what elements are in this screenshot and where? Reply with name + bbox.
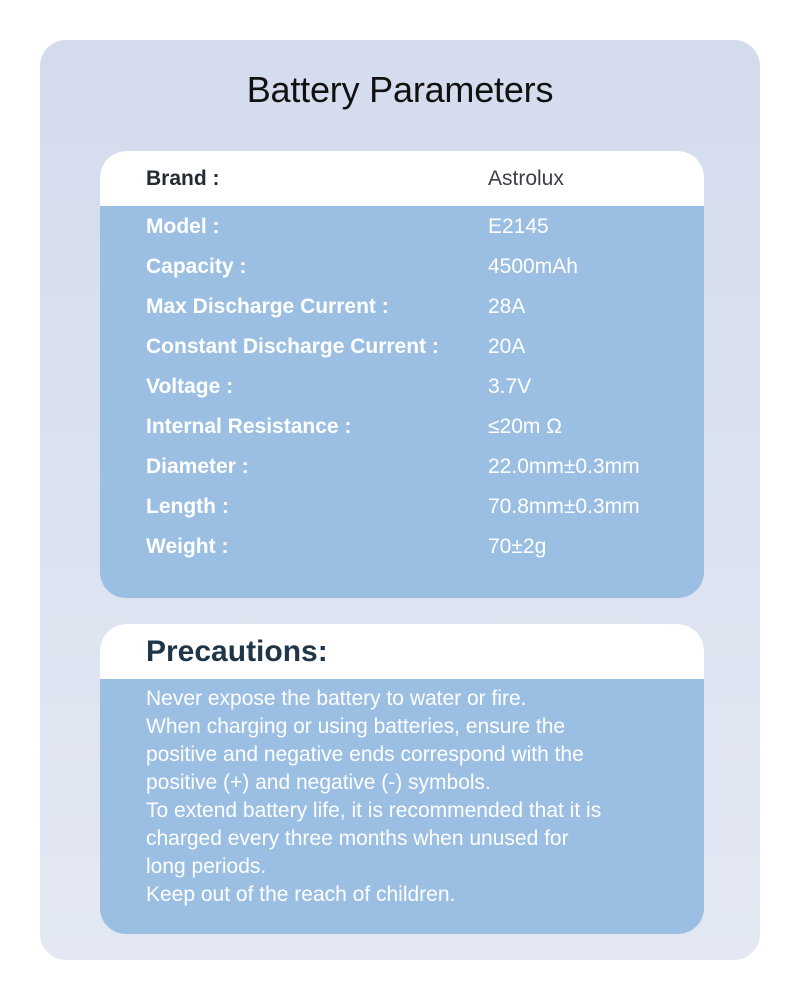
- precaution-line: When charging or using batteries, ensure the: [146, 715, 566, 738]
- precaution-line: To extend battery life, it is recommended that it is: [146, 799, 602, 822]
- param-value: 20A: [488, 335, 526, 358]
- precautions-text: [146, 685, 666, 909]
- parameters-card-header: [100, 151, 704, 206]
- precaution-line: positive (+) and negative (-) symbols.: [146, 771, 491, 794]
- param-row-internal-resistance: [146, 407, 684, 447]
- param-label: Constant Discharge Current :: [146, 335, 439, 358]
- param-value: 22.0mm±0.3mm: [488, 455, 640, 478]
- precaution-line: charged every three months when unused for: [146, 827, 569, 850]
- param-row-voltage: [146, 367, 684, 407]
- param-label: Brand :: [146, 167, 220, 190]
- param-value: 3.7V: [488, 375, 532, 398]
- param-row-length: [146, 487, 684, 527]
- param-row-model: [146, 207, 684, 247]
- param-label: Internal Resistance :: [146, 415, 352, 438]
- param-row-max-discharge: [146, 287, 684, 327]
- precaution-line: long periods.: [146, 855, 267, 878]
- param-value: E2145: [488, 215, 549, 238]
- precautions-card: [100, 624, 704, 934]
- param-value: 70±2g: [488, 535, 547, 558]
- page-title: Battery Parameters: [246, 69, 554, 110]
- parameters-card: [100, 151, 704, 598]
- param-value: 4500mAh: [488, 255, 578, 278]
- precautions-card-header: [100, 624, 704, 679]
- param-label: Voltage :: [146, 375, 234, 398]
- param-row-diameter: [146, 447, 684, 487]
- param-label: Length :: [146, 495, 229, 518]
- precaution-line: Never expose the battery to water or fire.: [146, 687, 527, 710]
- param-label: Diameter :: [146, 455, 249, 478]
- param-value: ≤20m Ω: [488, 415, 562, 438]
- param-value: 70.8mm±0.3mm: [488, 495, 640, 518]
- param-label: Max Discharge Current :: [146, 295, 389, 318]
- param-label: Weight :: [146, 535, 229, 558]
- param-row-brand: [146, 159, 684, 199]
- param-row-weight: [146, 527, 684, 567]
- param-row-capacity: [146, 247, 684, 287]
- param-row-constant-discharge: [146, 327, 684, 367]
- param-label: Capacity :: [146, 255, 247, 278]
- param-value: 28A: [488, 295, 526, 318]
- param-value: Astrolux: [488, 167, 564, 190]
- precaution-line: Keep out of the reach of children.: [146, 883, 456, 906]
- param-label: Model :: [146, 215, 220, 238]
- precautions-title: Precautions:: [146, 635, 328, 668]
- precaution-line: positive and negative ends correspond with the: [146, 743, 584, 766]
